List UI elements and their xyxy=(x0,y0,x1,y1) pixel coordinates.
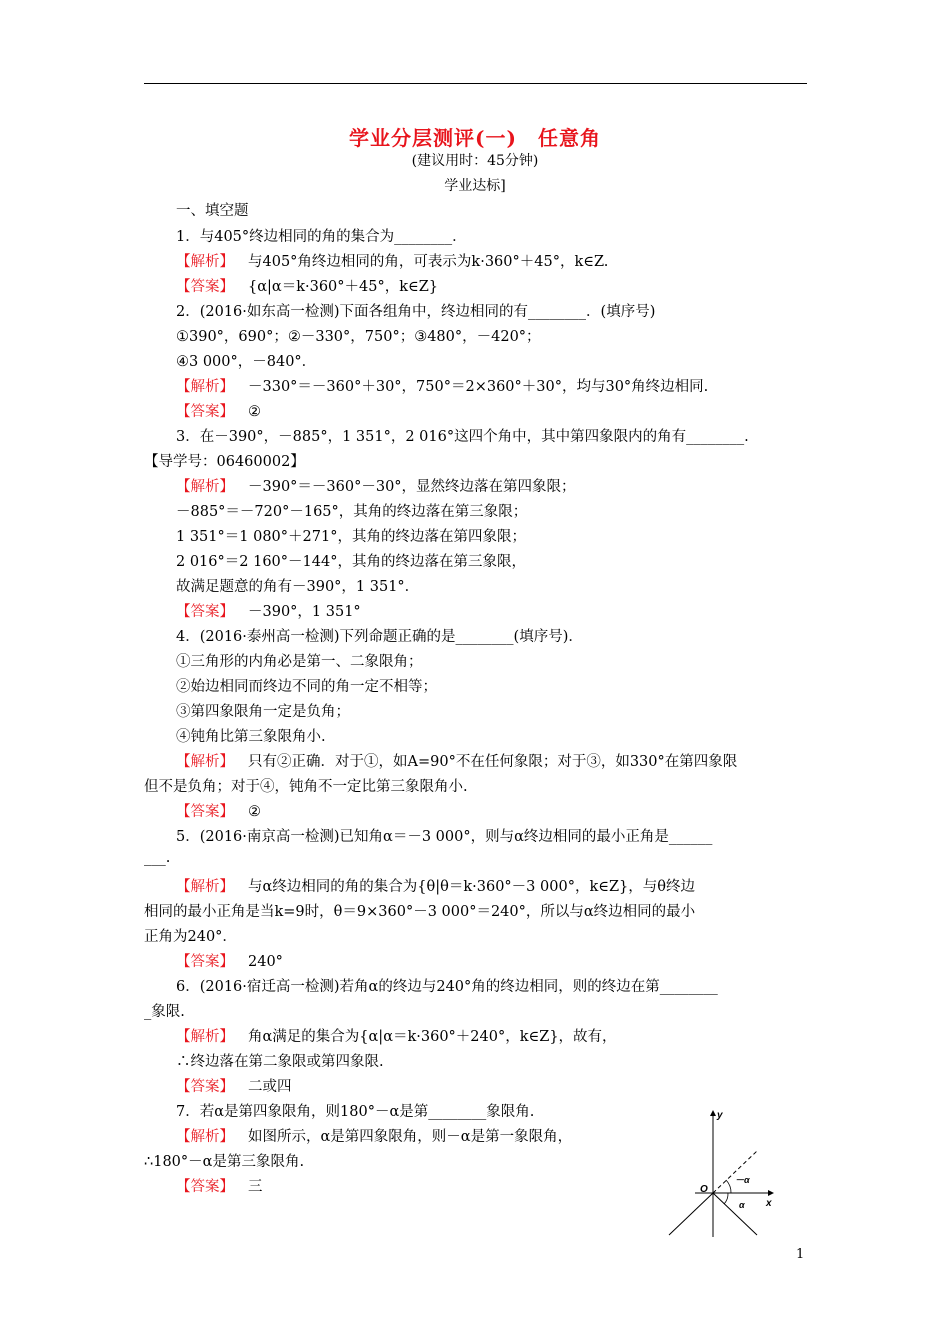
q4-option-4: ④钝角比第三象限角小. xyxy=(176,729,326,745)
answer-tag: 【答案】 xyxy=(176,404,234,420)
answer-tag: 【答案】 xyxy=(176,279,234,295)
answer-tag: 【答案】 xyxy=(176,1179,234,1195)
angle-diagram xyxy=(665,1107,780,1242)
q3-line-5: 故满足题意的角有－390°，1 351°． xyxy=(176,579,420,595)
q3-question: 3．在－390°，－885°，1 351°，2 016°这四个角中，其中第四象限内的角有________. xyxy=(176,429,749,445)
neg-alpha-arc xyxy=(726,1180,731,1193)
q1-question: 1．与405°终边相同的角的集合为________． xyxy=(176,229,467,245)
analysis-tag: 【解析】 xyxy=(176,1129,234,1145)
q7-question: 7．若α是第四象限角，则180°－α是第________象限角. xyxy=(176,1104,535,1120)
q3-guide-number: 【导学号：06460002】 xyxy=(144,454,305,470)
header-rule xyxy=(144,83,807,84)
q7-analysis: 【解析】 如图所示，α是第四象限角，则－α是第一象限角， xyxy=(176,1129,573,1145)
q3-analysis: 【解析】 －390°＝－360°－30°，显然终边落在第四象限； xyxy=(176,479,576,495)
q3-line-4: 2 016°＝2 160°－144°，其角的终边落在第三象限， xyxy=(176,554,526,570)
analysis-tag: 【解析】 xyxy=(176,479,234,495)
q5-analysis: 【解析】 与α终边相同的角的集合为{θ|θ＝k·360°－3 000°，k∈Z}，与θ终边 xyxy=(176,879,695,895)
analysis-tag: 【解析】 xyxy=(176,379,234,395)
alpha-ray xyxy=(713,1193,757,1235)
q3-answer: 【答案】 －390°，1 351° xyxy=(176,604,361,620)
q5-analysis-2: 相同的最小正角是当k=9时，θ＝9×360°－3 000°＝240°，所以与α终边相同的最小 xyxy=(144,904,696,920)
q2-options-2: ④3 000°，－840°． xyxy=(176,354,317,370)
q4-analysis: 【解析】 只有②正确．对于①，如A=90°不在任何象限；对于③，如330°在第四象限 xyxy=(176,754,738,770)
alpha-label: α xyxy=(739,1200,745,1210)
answer-tag: 【答案】 xyxy=(176,604,234,620)
q2-options-1: ①390°，690°；②－330°，750°；③480°，－420°； xyxy=(176,329,541,345)
q4-option-3: ③第四象限角一定是负角； xyxy=(176,704,350,720)
q1-answer: 【答案】 {α|α＝k·360°＋45°，k∈Z} xyxy=(176,279,439,295)
page-number: 1 xyxy=(796,1247,805,1262)
section-label: 学业达标] xyxy=(444,178,506,194)
neg-alpha-label: －α xyxy=(735,1175,750,1185)
answer-tag: 【答案】 xyxy=(176,954,234,970)
q4-answer: 【答案】 ② xyxy=(176,804,261,820)
q5-analysis-3: 正角为240°． xyxy=(144,929,237,945)
q3-line-2: －885°＝－720°－165°，其角的终边落在第三象限； xyxy=(176,504,528,520)
alpha-arc xyxy=(724,1193,728,1204)
q7-analysis-2: ∴180°－α是第三象限角. xyxy=(144,1154,305,1170)
third-quadrant-ray xyxy=(669,1193,713,1235)
q6-analysis-2: ∴终边落在第二象限或第四象限. xyxy=(176,1054,384,1070)
q6-question-2: _象限. xyxy=(144,1004,185,1020)
q5-question-2: ___. xyxy=(144,850,171,866)
q3-line-3: 1 351°＝1 080°＋271°，其角的终边落在第四象限； xyxy=(176,529,526,545)
x-label: x xyxy=(766,1198,772,1209)
q7-answer: 【答案】 三 xyxy=(176,1179,263,1195)
q2-analysis: 【解析】 －330°＝－360°＋30°，750°＝2×360°＋30°，均与30°角终边相同. xyxy=(176,379,709,395)
q5-question: 5．(2016·南京高一检测)已知角α＝－3 000°，则与α终边相同的最小正角是______ xyxy=(176,829,713,845)
page-title: 学业分层测评(一) 任意角 xyxy=(349,126,601,150)
q4-option-2: ②始边相同而终边不同的角一定不相等； xyxy=(176,679,437,695)
origin-label: O xyxy=(700,1184,708,1195)
q4-question: 4．(2016·泰州高一检测)下列命题正确的是________(填序号)． xyxy=(176,629,583,645)
q6-question: 6．(2016·宿迁高一检测)若角α的终边与240°角的终边相同，则的终边在第________ xyxy=(176,979,718,995)
y-label: y xyxy=(717,1110,723,1121)
answer-tag: 【答案】 xyxy=(176,804,234,820)
analysis-tag: 【解析】 xyxy=(176,754,234,770)
analysis-tag: 【解析】 xyxy=(176,879,234,895)
q5-answer: 【答案】 240° xyxy=(176,954,283,970)
answer-tag: 【答案】 xyxy=(176,1079,234,1095)
analysis-tag: 【解析】 xyxy=(176,1029,234,1045)
time-note: (建议用时：45分钟) xyxy=(411,153,539,169)
neg-alpha-ray xyxy=(713,1151,757,1193)
q4-analysis-2: 但不是负角；对于④，钝角不一定比第三象限角小. xyxy=(144,779,468,795)
q2-answer: 【答案】 ② xyxy=(176,404,261,420)
part-heading: 一、填空题 xyxy=(176,203,249,219)
q6-answer: 【答案】 二或四 xyxy=(176,1079,292,1095)
q4-option-1: ①三角形的内角必是第一、二象限角； xyxy=(176,654,423,670)
q1-analysis: 【解析】 与405°角终边相同的角，可表示为k·360°＋45°，k∈Z. xyxy=(176,254,609,270)
analysis-tag: 【解析】 xyxy=(176,254,234,270)
q2-question: 2．(2016·如东高一检测)下面各组角中，终边相同的有________．(填序号) xyxy=(176,304,656,320)
q6-analysis: 【解析】 角α满足的集合为{α|α＝k·360°＋240°，k∈Z}，故有， xyxy=(176,1029,617,1045)
